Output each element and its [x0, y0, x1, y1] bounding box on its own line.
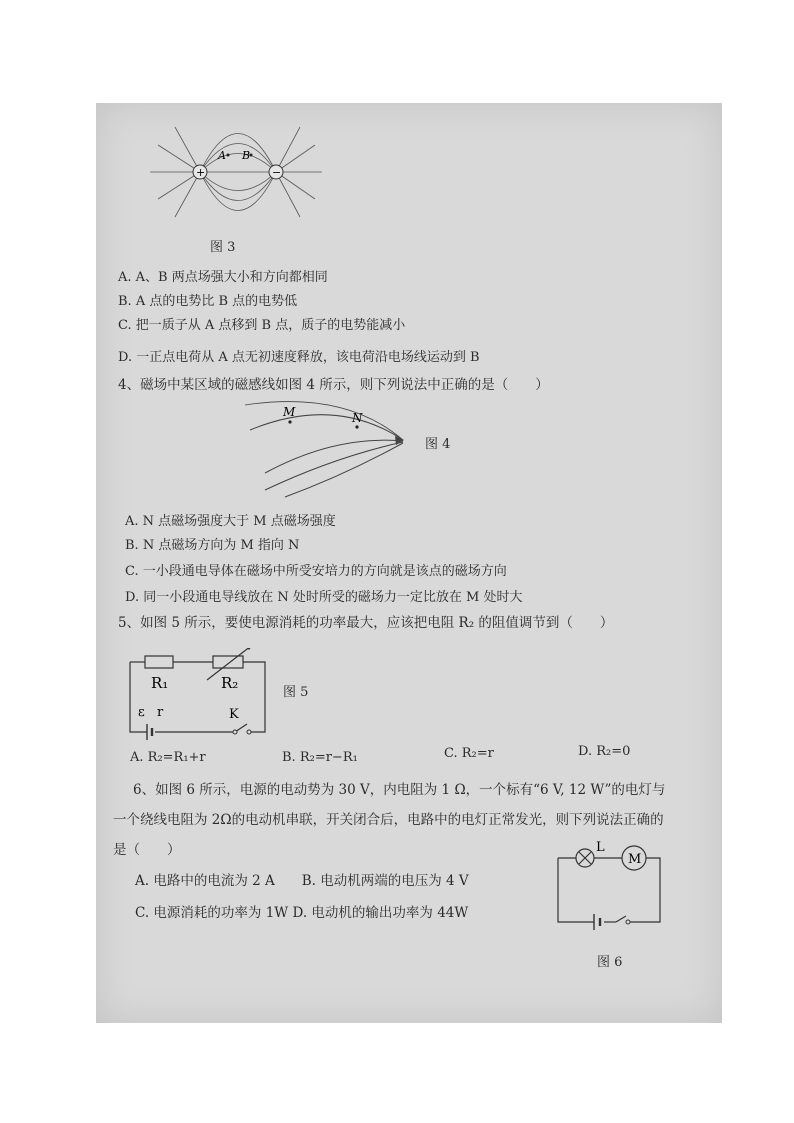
q3-option-c: C. 把一质子从 A 点移到 B 点，质子的电势能减小 [118, 318, 406, 333]
fig5-r1-label: R₁ [151, 674, 169, 692]
fig4-point-n: N [352, 411, 363, 425]
q6-stem-line1: 6、如图 6 所示，电源的电动势为 30 V，内电阻为 1 Ω，一个标有“6 V, 12 W”的电灯与 [133, 782, 666, 798]
q5-stem: 5、如图 5 所示，要使电源消耗的功率最大，应该把电阻 R₂ 的阻值调节到（ ） [118, 615, 614, 631]
bleed-through-text [500, 128, 522, 144]
q3-option-b: B. A 点的电势比 B 点的电势低 [118, 294, 298, 309]
fig3-minus-label: − [272, 166, 282, 179]
q4-option-c: C. 一小段通电导体在磁场中所受安培力的方向就是该点的磁场方向 [125, 564, 507, 579]
figure-3-diagram [140, 115, 330, 230]
fig5-r-label: r [157, 705, 164, 720]
figure-5-circuit [125, 648, 270, 748]
q6-stem-line3: 是（ ） [113, 842, 181, 858]
fig6-caption: 图 6 [597, 955, 623, 970]
q3-option-a: A. A、B 两点场强大小和方向都相同 [118, 270, 328, 285]
q4-option-b: B. N 点磁场方向为 M 指向 N [125, 538, 300, 553]
fig4-point-m: M [283, 405, 296, 419]
q5-option-c: C. R₂=r [444, 746, 494, 761]
q6-options-ab: A. 电路中的电流为 2 A B. 电动机两端的电压为 4 V [135, 873, 469, 889]
q5-option-d: D. R₂=0 [578, 744, 631, 759]
figure-4-diagram [245, 395, 415, 505]
q6-options-cd: C. 电源消耗的功率为 1W D. 电动机的输出功率为 44W [135, 905, 469, 921]
q5-option-b: B. R₂=r−R₁ [282, 750, 358, 765]
q6-stem-line2: 一个绕线电阻为 2Ω的电动机串联，开关闭合后，电路中的电灯正常发光，则下列说法正确的 [113, 812, 664, 828]
fig3-plus-label: + [196, 166, 206, 179]
fig4-caption: 图 4 [425, 437, 451, 452]
fig5-caption: 图 5 [283, 685, 309, 700]
fig5-k-label: K [229, 707, 239, 722]
fig3-point-a: A [218, 149, 226, 162]
q4-stem: 4、磁场中某区域的磁感线如图 4 所示，则下列说法中正确的是（ ） [118, 377, 549, 393]
fig3-caption: 图 3 [210, 240, 236, 255]
q4-option-d: D. 同一小段通电导线放在 N 处时所受的磁场力一定比放在 M 处时大 [125, 590, 523, 605]
fig3-point-b: B [242, 149, 251, 162]
fig6-lamp-label: L [596, 840, 605, 855]
q4-option-a: A. N 点磁场强度大于 M 点磁场强度 [125, 514, 336, 529]
figure-6-circuit [552, 840, 672, 935]
fig5-eps-label: ε [138, 705, 145, 720]
fig6-motor-label: M [628, 852, 642, 867]
q5-option-a: A. R₂=R₁+r [130, 750, 206, 765]
fig5-r2-label: R₂ [221, 674, 239, 692]
q3-option-d: D. 一正点电荷从 A 点无初速度释放，该电荷沿电场线运动到 B [118, 350, 480, 365]
